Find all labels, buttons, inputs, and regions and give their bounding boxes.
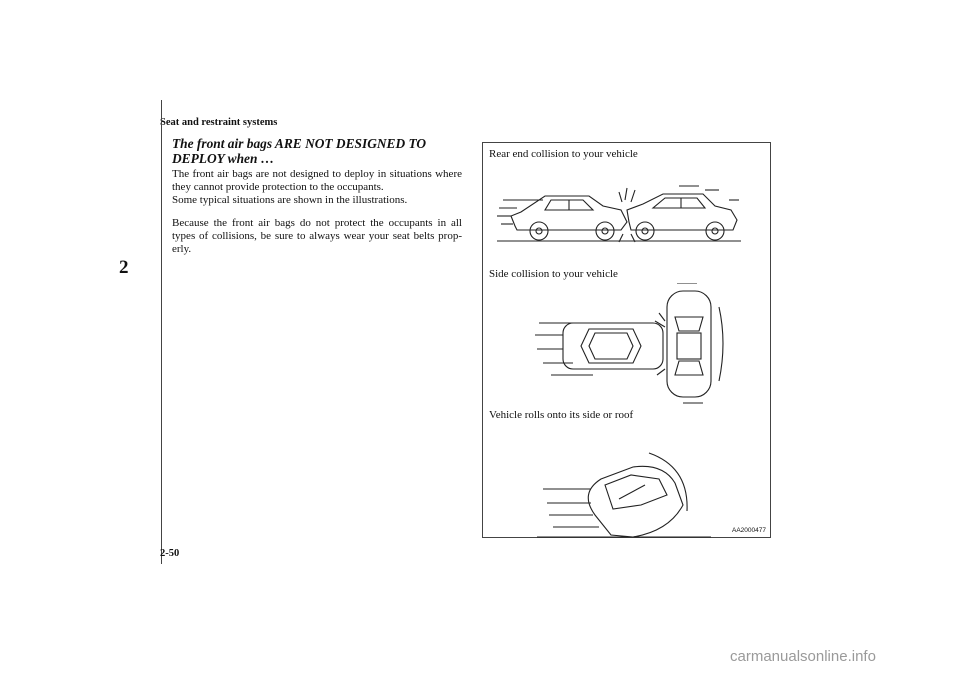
title-line-1: The front air bags ARE NOT DESIGNED TO [172,136,427,151]
section-header: Seat and restraint systems [160,117,278,128]
watermark: carmanualsonline.info [730,648,876,665]
paragraph-1-line-2: Some typical situations are shown in the illustrations. [172,194,408,206]
caption-side-collision: Side collision to your vehicle [489,268,618,280]
paragraph-2: Because the front air bags do not protect the occupants in all types of collisions, be sure to always wear your seat belts prop-erly. [172,217,462,255]
body-content [172,136,462,266]
section-title [172,136,462,166]
figure-id: AA2000477 [732,527,766,534]
paragraph-1 [172,168,462,207]
caption-rollover: Vehicle rolls onto its side or roof [489,409,634,421]
rollover-illustration [483,439,770,539]
title-line-2: DEPLOY when … [172,151,275,166]
chapter-tab [116,100,162,564]
caption-rear-collision: Rear end collision to your vehicle [489,148,638,160]
side-collision-illustration [483,283,770,409]
paragraph-1-line-1: The front air bags are not designed to deploy in situations where they cannot provide protection to the occupants. [172,168,462,193]
chapter-number: 2 [119,257,129,278]
page-number: 2-50 [160,548,180,559]
rear-collision-illustration [483,168,770,248]
illustration-figure [482,142,771,538]
